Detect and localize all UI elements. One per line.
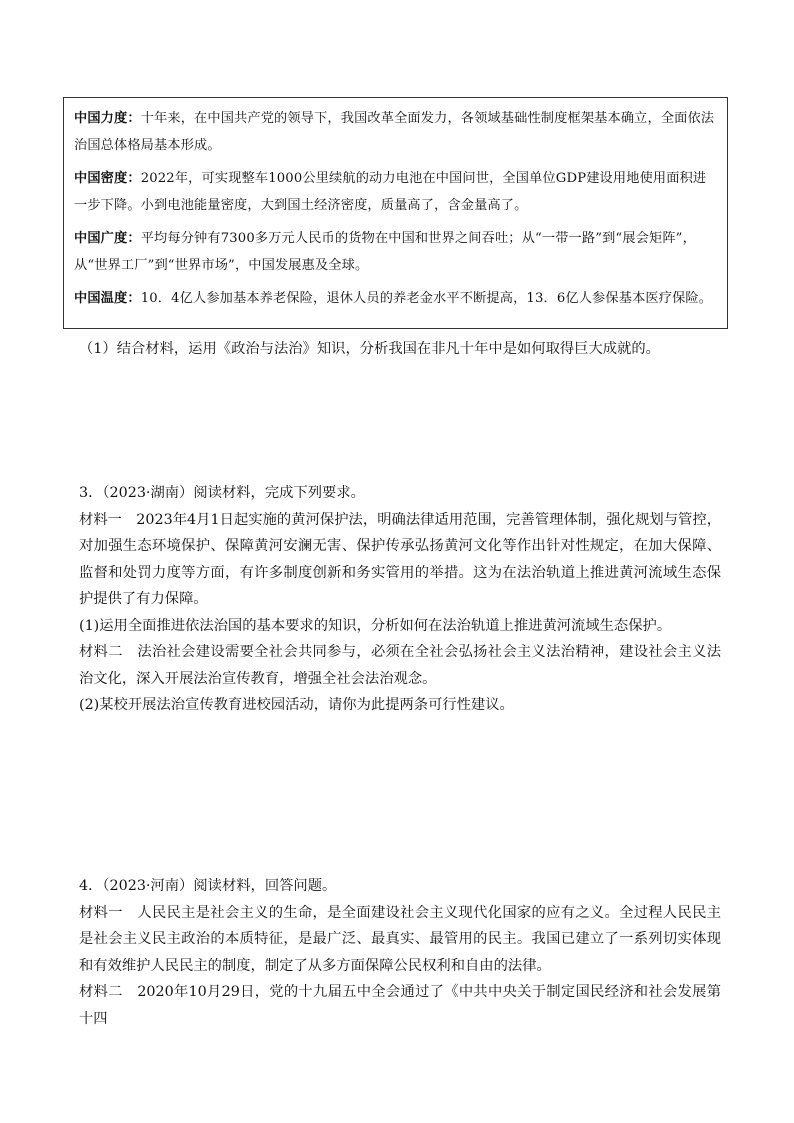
- question-1: （1）结合材料，运用《政治与法治》知识，分析我国在非凡十年中是如何取得巨大成就的。: [79, 341, 660, 357]
- material-2: 材料二 法治社会建设需要全社会共同参与，必须在全社会弘扬社会主义法治精神，建设社会主义法治文化，深入开展法治宣传教育，增强全社会法治观念。: [79, 644, 721, 687]
- material-1: 材料一 人民民主是社会主义的生命，是全面建设社会主义现代化国家的应有之义。全过程人民民主是社会主义民主政治的本质特征，是最广泛、最真实、最管用的民主。我国已建立了一系列切实体现和有效维护人民民主的制度，制定了从多方面保障公民权利和自由的法律。: [79, 904, 721, 974]
- material-paragraph: [74, 285, 719, 312]
- paragraph-text: 10．4亿人参加基本养老保险，退休人员的养老金水平不断提高，13．6亿人参保基本医疗保险。: [140, 291, 713, 306]
- material-2: 材料二 2020年10月29日，党的十九届五中全会通过了《中共中央关于制定国民经济和社会发展第十四: [79, 984, 721, 1027]
- paragraph-text: 平均每分钟有7300多万元人民币的货物在中国和世界之间吞吐；从“一带一路”到“展会矩阵”，从“世界工厂”到“世界市场”，中国发展惠及全球。: [74, 231, 696, 273]
- paragraph-lead: 中国温度：: [74, 291, 141, 306]
- material-paragraph: [74, 105, 719, 159]
- sub-question-1: (1)运用全面推进依法治国的基本要求的知识，分析如何在法治轨道上推进黄河流域生态保护。: [79, 617, 672, 634]
- paragraph-lead: 中国密度：: [74, 171, 141, 186]
- question-3-section: [79, 480, 721, 719]
- paragraph-lead: 中国广度：: [74, 231, 141, 246]
- sub-question-2: (2)某校开展法治宣传教育进校园活动，请你为此提两条可行性建议。: [79, 697, 514, 713]
- material-1: 材料一 2023年4月1日起实施的黄河保护法，明确法律适用范围，完善管理体制，强化规划与管控，对加强生态环境保护、保障黄河安澜无害、保护传承弘扬黄河文化等作出针对性规定，在加大保障、监督和处罚力度等方面，有许多制度创新和务实管用的举措。这为在法治轨道上推进黄河流域生态保护提供了有力保障。: [79, 511, 721, 607]
- question-4-section: [79, 873, 721, 1032]
- paragraph-text: 十年来，在中国共产党的领导下，我国改革全面发力，各领域基础性制度框架基本确立，全面依法治国总体格局基本形成。: [74, 111, 715, 153]
- material-paragraph: [74, 165, 719, 219]
- material-paragraph: [74, 225, 719, 279]
- paragraph-text: 2022年，可实现整车1000公里续航的动力电池在中国问世，全国单位GDP建设用地使用面积进一步下降。小到电池能量密度，大到国土经济密度，质量高了，含金量高了。: [74, 171, 707, 213]
- paragraph-lead: 中国力度：: [74, 111, 141, 126]
- question-4-header: 4．（2023·河南）阅读材料，回答问题。: [79, 878, 337, 894]
- material-box: [63, 97, 728, 329]
- question-3-header: 3．（2023·湖南）阅读材料，完成下列要求。: [79, 485, 365, 501]
